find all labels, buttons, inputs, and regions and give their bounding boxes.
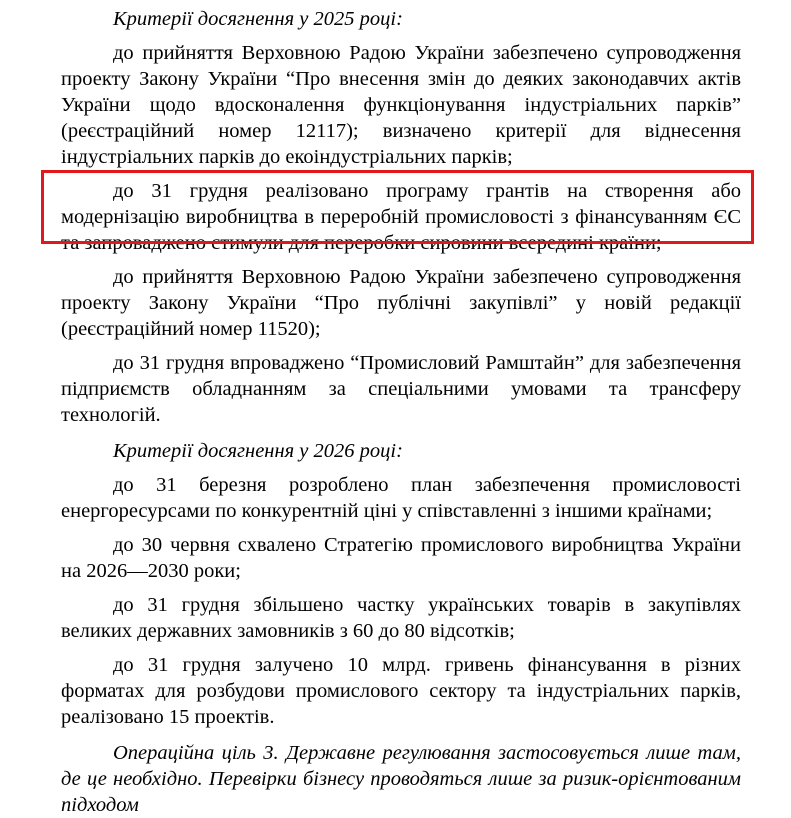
document-page	[61, 6, 741, 818]
criteria-2026-item-3: до 31 грудня збільшено частку українських товарів в закупівлях великих державних замовників з 60 до 80 відсотків;	[61, 594, 741, 642]
criteria-2025-item-2: до 31 грудня реалізовано програму грантів на створення або модернізацію виробництва в переробній промисловості з фінансуванням ЄС та запроваджено стимули для переробки сировини всередині країни;	[61, 180, 741, 254]
criteria-2025-item-3: до прийняття Верховною Радою України забезпечено супроводження проекту Закону України “Про публічні закупівлі” у новій редакції (реєстраційний номер 11520);	[61, 266, 741, 340]
operational-objective-3: Операційна ціль 3. Державне регулювання застосовується лише там, де це необхідно. Перевірки бізнесу проводяться лише за ризик-орієнтованим підходом	[61, 742, 741, 816]
criteria-2026-item-1: до 31 березня розроблено план забезпечення промисловості енергоресурсами по конкурентній ціні у співставленні з іншими країнами;	[61, 474, 741, 522]
criteria-2025-item-1: до прийняття Верховною Радою України забезпечено супроводження проекту Закону України “Про внесення змін до деяких законодавчих актів України щодо вдосконалення функціонування індустріальних парків” (реєстраційний номер 12117); визначено критерії для віднесення індустріальних парків до екоіндустріальних парків;	[61, 42, 741, 168]
criteria-2026-item-4: до 31 грудня залучено 10 млрд. гривень фінансування в різних форматах для розбудови промислового сектору та індустріальних парків, реалізовано 15 проектів.	[61, 654, 741, 728]
criteria-2025-item-4: до 31 грудня впроваджено “Промисловий Рамштайн” для забезпечення підприємств обладнанням за спеціальними умовами та трансферу технологій.	[61, 352, 741, 426]
criteria-2026-item-2: до 30 червня схвалено Стратегію промислового виробництва України на 2026—2030 роки;	[61, 534, 741, 582]
criteria-2025-heading: Критерії досягнення у 2025 році:	[113, 8, 403, 30]
criteria-2026-heading: Критерії досягнення у 2026 році:	[113, 440, 403, 462]
